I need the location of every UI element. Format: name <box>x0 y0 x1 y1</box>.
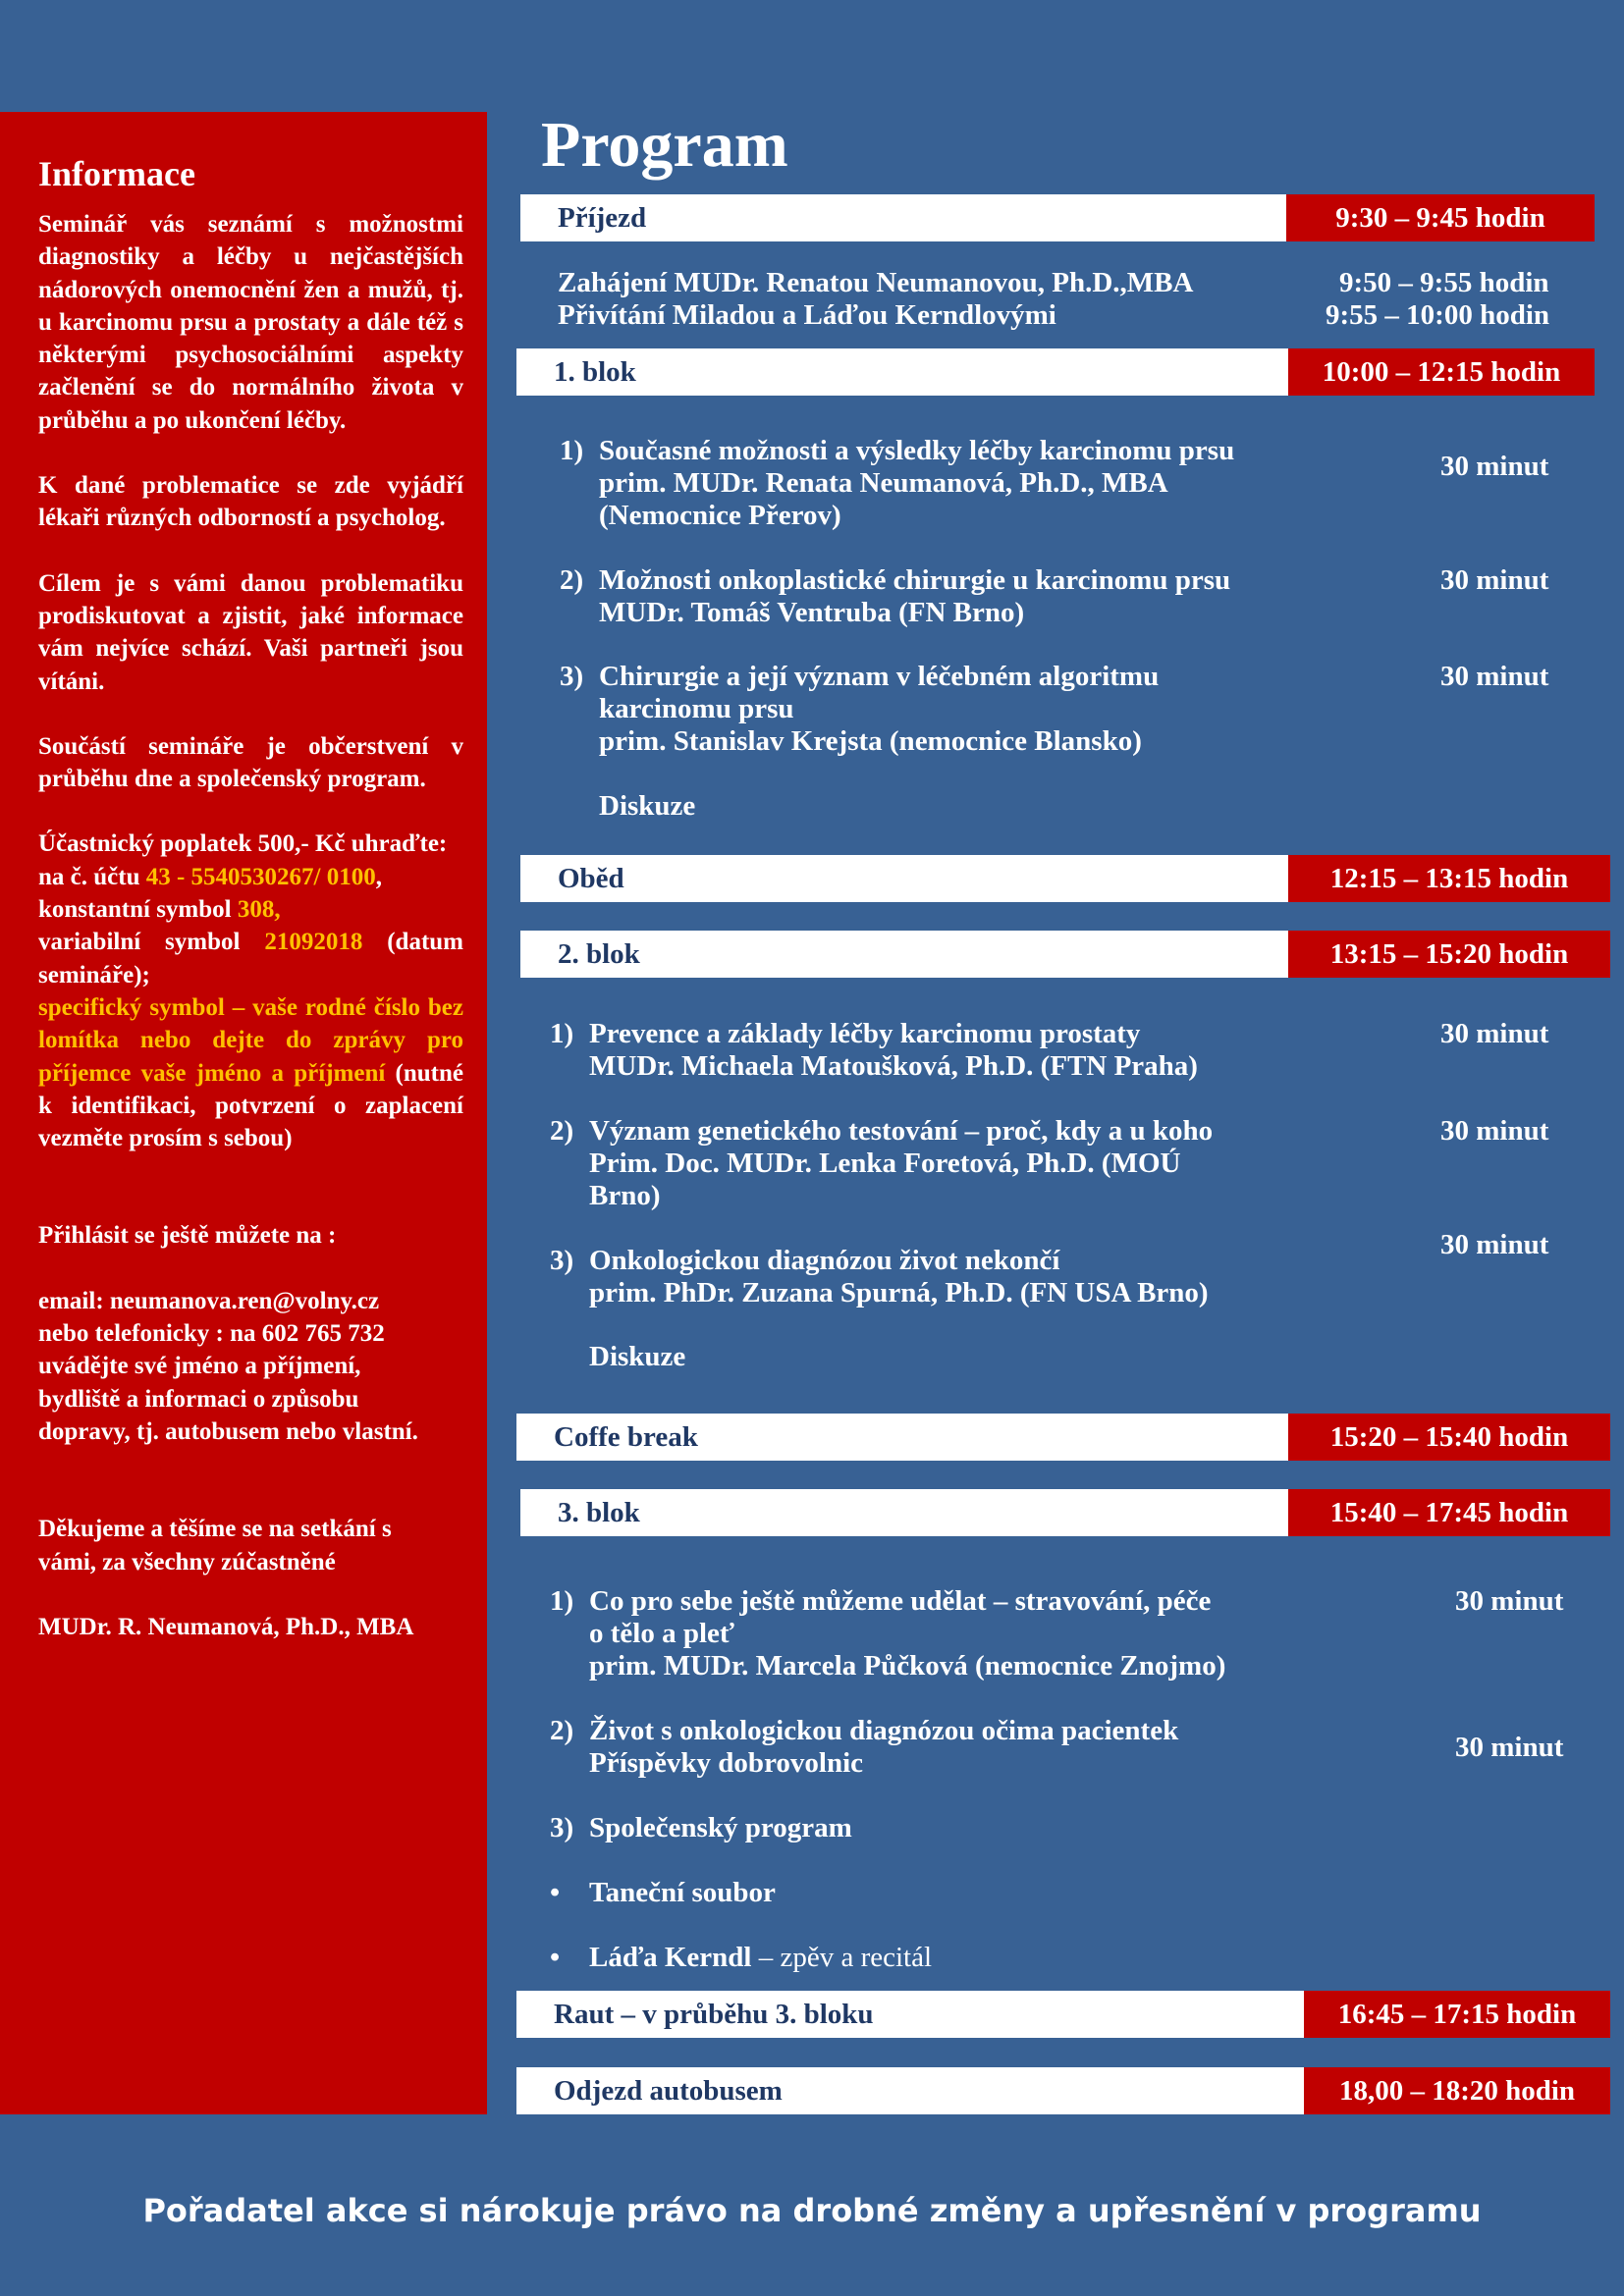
row-time: 18,00 – 18:20 hodin <box>1304 2067 1610 2114</box>
info-paragraph-refreshment: Součástí semináře je občerstvení v průběhu dne a společenský program. <box>38 732 463 793</box>
row-time: 12:15 – 13:15 hodin <box>1288 855 1610 902</box>
specific-symbol-note: specifický symbol – vaše rodné číslo bez lomítka nebo dejte do zprávy pro příjemce vaše jméno a příjmení <box>38 993 463 1087</box>
schedule-row-coffee-break <box>516 1414 1610 1461</box>
variable-symbol: 21092018 <box>264 929 363 956</box>
discussion-label: Diskuze <box>599 790 696 822</box>
row-label: Oběd <box>520 855 1288 902</box>
list-item: Onkologickou diagnózou život nekončí prim. PhDr. Zuzana Spurná, Ph.D. (FN USA Brno) <box>589 1245 1209 1308</box>
item-number: 1) <box>550 1585 574 1617</box>
info-paragraph-goal: Cílem je s vámi danou problematiku prodiskutovat a zjistit, jaké informace vám nejvíce schází. Vaši partneři jsou vítáni. <box>38 569 463 695</box>
item-duration: 30 minut <box>1440 1115 1549 1147</box>
item-number: 2) <box>560 564 584 596</box>
schedule-row-lunch <box>520 855 1610 902</box>
opening-line-1: Zahájení MUDr. Renatou Neumanovou, Ph.D.,MBA <box>558 267 1194 298</box>
list-item: Láďa Kerndl – zpěv a recitál <box>589 1942 933 1973</box>
row-time: 15:20 – 15:40 hodin <box>1288 1414 1610 1461</box>
list-item: Co pro sebe ještě můžeme udělat – stravování, péče o tělo a pleť prim. MUDr. Marcela Půčková (nemocnice Znojmo) <box>589 1585 1226 1682</box>
bullet-icon: • <box>550 1877 561 1908</box>
item-duration: 30 minut <box>1440 451 1549 482</box>
schedule-row-block2 <box>520 931 1610 978</box>
list-item: Společenský program <box>589 1812 852 1843</box>
row-label: Příjezd <box>520 194 1286 241</box>
item-duration: 30 minut <box>1455 1732 1564 1763</box>
row-label: Coffe break <box>516 1414 1288 1461</box>
row-time: 13:15 – 15:20 hodin <box>1288 931 1610 978</box>
row-time: 15:40 – 17:45 hodin <box>1288 1489 1610 1536</box>
program-title: Program <box>541 109 788 181</box>
contact-block: email: neumanova.ren@volny.cz nebo telefonicky : na 602 765 732 uvádějte své jméno a příjmení, bydliště a informaci o způsobu dopravy, tj. autobusem nebo vlastní. <box>38 1287 418 1445</box>
constant-symbol: 308, <box>237 896 281 924</box>
contact-phone: nebo telefonicky : na 602 765 732 <box>38 1320 385 1348</box>
row-label: 2. blok <box>520 931 1288 978</box>
info-title: Informace <box>38 154 195 193</box>
list-item: Chirurgie a její význam v léčebném algoritmu karcinomu prsu prim. Stanislav Krejsta (nemocnice Blansko) <box>599 661 1160 757</box>
schedule-row-block1 <box>516 348 1595 396</box>
info-paragraph-experts: K dané problematice se zde vyjádří lékaři různých odborností a psycholog. <box>38 472 463 532</box>
item-number: 1) <box>550 1018 574 1049</box>
item-duration: 30 minut <box>1440 661 1549 692</box>
schedule-row-raut <box>516 1991 1610 2038</box>
row-time: 16:45 – 17:15 hodin <box>1304 1991 1610 2038</box>
item-number: 3) <box>560 661 584 692</box>
account-number: 43 - 5540530267/ 0100 <box>145 863 376 890</box>
schedule-row-departure <box>516 2067 1610 2114</box>
identification-note: (nutné k identifikaci, potvrzení o zaplacení vezměte prosím s sebou) <box>38 1059 464 1152</box>
item-number: 1) <box>560 435 584 466</box>
list-item: Taneční soubor <box>589 1877 776 1908</box>
discussion-label: Diskuze <box>589 1341 686 1372</box>
signature: MUDr. R. Neumanová, Ph.D., MBA <box>38 1613 414 1640</box>
item-number: 2) <box>550 1715 574 1746</box>
item-number: 3) <box>550 1245 574 1276</box>
contact-email[interactable]: email: neumanova.ren@volny.cz <box>38 1287 380 1314</box>
row-time: 9:30 – 9:45 hodin <box>1286 194 1595 241</box>
opening-time-2: 9:55 – 10:00 hodin <box>1326 299 1550 331</box>
item-duration: 30 minut <box>1440 564 1549 596</box>
footer-note: Pořadatel akce si nárokuje právo na drobné změny a upřesnění v programu <box>142 2192 1482 2229</box>
list-item: Možnosti onkoplastické chirurgie u karcinomu prsu MUDr. Tomáš Ventruba (FN Brno) <box>599 564 1231 628</box>
list-item: Význam genetického testování – proč, kdy a u koho Prim. Doc. MUDr. Lenka Foretová, Ph.D. (MOÚ Brno) <box>589 1115 1214 1211</box>
row-label: 3. blok <box>520 1489 1288 1536</box>
list-item: Současné možnosti a výsledky léčby karcinomu prsu prim. MUDr. Renata Neumanová, Ph.D., MBA (Nemocnice Přerov) <box>599 435 1235 531</box>
info-panel <box>0 112 487 2114</box>
schedule-row-arrival <box>520 194 1595 241</box>
item-duration: 30 minut <box>1455 1585 1564 1617</box>
row-label: Raut – v průběhu 3. bloku <box>516 1991 1304 2038</box>
item-duration: 30 minut <box>1440 1018 1549 1049</box>
info-paragraph-intro: Seminář vás seznámí s možnostmi diagnostiky a léčby u nejčastějších nádorových onemocnění žen a mužů, tj. u karcinomu prsu a prostaty a dále též s některými psychosociálními aspekty začlenění se do normálního života v průběhu a po ukončení léčby. <box>38 211 463 434</box>
fee-text: Účastnický poplatek 500,- Kč uhraďte: <box>38 830 448 858</box>
item-duration: 30 minut <box>1440 1229 1549 1260</box>
row-label: Odjezd autobusem <box>516 2067 1304 2114</box>
item-number: 2) <box>550 1115 574 1147</box>
opening-line-2: Přivítání Miladou a Láďou Kerndlovými <box>558 299 1056 331</box>
schedule-row-block3 <box>520 1489 1610 1536</box>
info-payment: Účastnický poplatek 500,- Kč uhraďte: na č. účtu 43 - 5540530267/ 0100, konstantní symbol 308, variabilní symbol 21092018 (datum semináře); specifický symbol – vaše rodné číslo bez lomítka nebo dejte do zprávy pro příjemce vaše jméno a příjmení (nutné k identifikaci, potvrzení o zaplacení vezměte prosím s sebou) <box>38 830 464 1152</box>
list-item: Život s onkologickou diagnózou očima pacientek Příspěvky dobrovolnic <box>589 1715 1179 1779</box>
list-item: Prevence a základy léčby karcinomu prostaty MUDr. Michaela Matoušková, Ph.D. (FTN Praha) <box>589 1018 1198 1082</box>
thanks-text: Děkujeme a těšíme se na setkání s vámi, za všechny zúčastněné <box>38 1516 392 1575</box>
opening-time-1: 9:50 – 9:55 hodin <box>1339 267 1549 298</box>
row-label: 1. blok <box>516 348 1288 396</box>
item-number: 3) <box>550 1812 574 1843</box>
bullet-icon: • <box>550 1942 561 1973</box>
register-heading: Přihlásit se ještě můžete na : <box>38 1222 337 1250</box>
row-time: 10:00 – 12:15 hodin <box>1288 348 1595 396</box>
